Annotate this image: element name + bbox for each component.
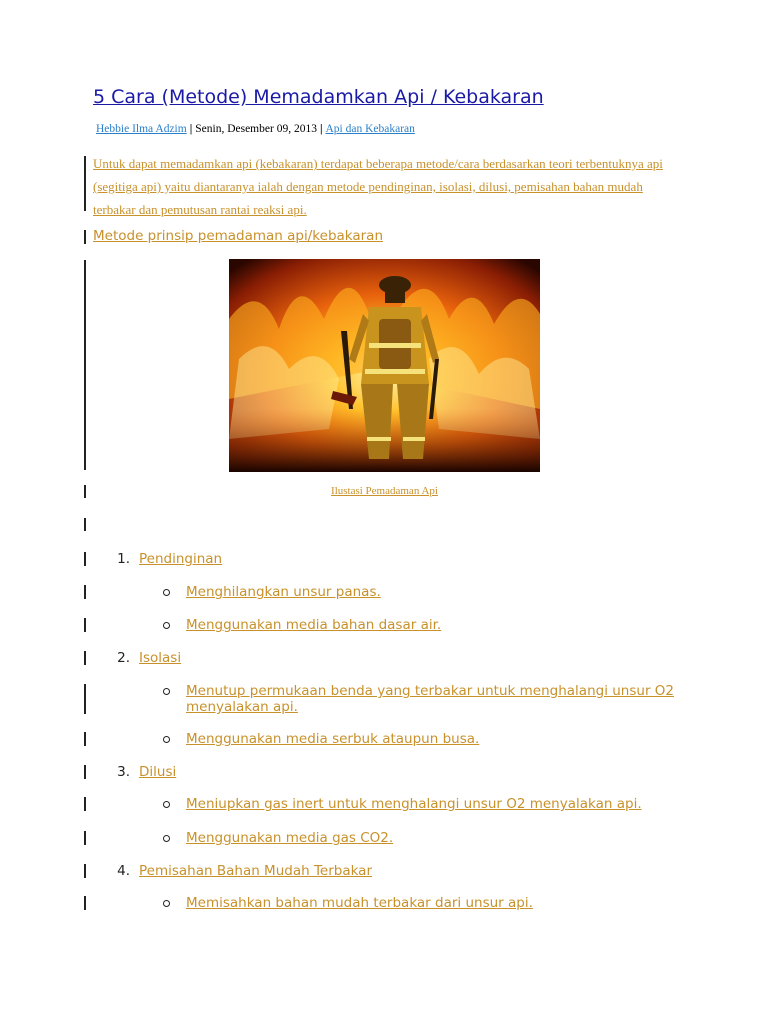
meta-separator: | [189,123,193,135]
bullet-circle-icon [163,736,170,743]
text-cursor-bar [84,156,86,211]
method-isolasi[interactable]: Isolasi [139,650,182,666]
method-pemisahan[interactable]: Pemisahan Bahan Mudah Terbakar [139,863,373,879]
bullet-circle-icon [163,801,170,808]
meta-separator: | [319,123,323,135]
text-cursor-bar [84,518,86,531]
text-cursor-bar [84,831,86,845]
section-subheading[interactable]: Metode prinsip pemadaman api/kebakaran [93,228,384,244]
author-link[interactable]: Hebbie Ilma Adzim [96,123,187,135]
list-item[interactable]: Menggunakan media serbuk ataupun busa. [186,731,480,747]
method-dilusi[interactable]: Dilusi [139,764,177,780]
text-cursor-bar [84,585,86,599]
category-link[interactable]: Api dan Kebakaran [325,123,415,135]
firefighter-photo [229,259,540,472]
text-cursor-bar [84,684,86,714]
firefighter-fire-illustration [229,259,540,472]
article-title[interactable]: 5 Cara (Metode) Memadamkan Api / Kebakaran [93,86,544,108]
list-item[interactable]: Menghilangkan unsur panas. [186,584,381,600]
bullet-circle-icon [163,589,170,596]
list-item[interactable]: Memisahkan bahan mudah terbakar dari unsur api. [186,895,533,911]
bullet-circle-icon [163,688,170,695]
text-cursor-bar [84,230,86,244]
list-number: 4. [117,863,130,879]
article-meta [96,123,415,135]
list-number: 3. [117,764,130,780]
text-cursor-bar [84,864,86,878]
text-cursor-bar [84,651,86,665]
text-cursor-bar [84,896,86,910]
list-item[interactable]: Meniupkan gas inert untuk menghalangi unsur O2 menyalakan api. [186,796,642,812]
text-cursor-bar [84,732,86,746]
bullet-circle-icon [163,835,170,842]
list-item[interactable]: Menutup permukaan benda yang terbakar untuk menghalangi unsur O2 menyalakan api. [186,683,675,715]
text-cursor-bar [84,765,86,779]
method-pendinginan[interactable]: Pendinginan [139,551,223,567]
bullet-circle-icon [163,622,170,629]
text-cursor-bar [84,618,86,632]
post-date: Senin, Desember 09, 2013 [195,123,317,135]
list-item[interactable]: Menggunakan media bahan dasar air. [186,617,442,633]
intro-paragraph[interactable]: Untuk dapat memadamkan api (kebakaran) terdapat beberapa metode/cara berdasarkan teori terbentuknya api (segitiga api) yaitu diantaranya ialah dengan metode pendinginan, isolasi, dilusi, pemisahan bahan mudah terbakar dan pemutusan rantai reaksi api. [93,156,663,217]
list-number: 2. [117,650,130,666]
text-cursor-bar [84,260,86,470]
bullet-circle-icon [163,900,170,907]
list-item[interactable]: Menggunakan media gas CO2. [186,830,394,846]
text-cursor-bar [84,797,86,811]
list-number: 1. [117,551,130,567]
text-cursor-bar [84,552,86,566]
image-caption[interactable]: Ilustasi Pemadaman Api [331,485,438,497]
text-cursor-bar [84,485,86,498]
